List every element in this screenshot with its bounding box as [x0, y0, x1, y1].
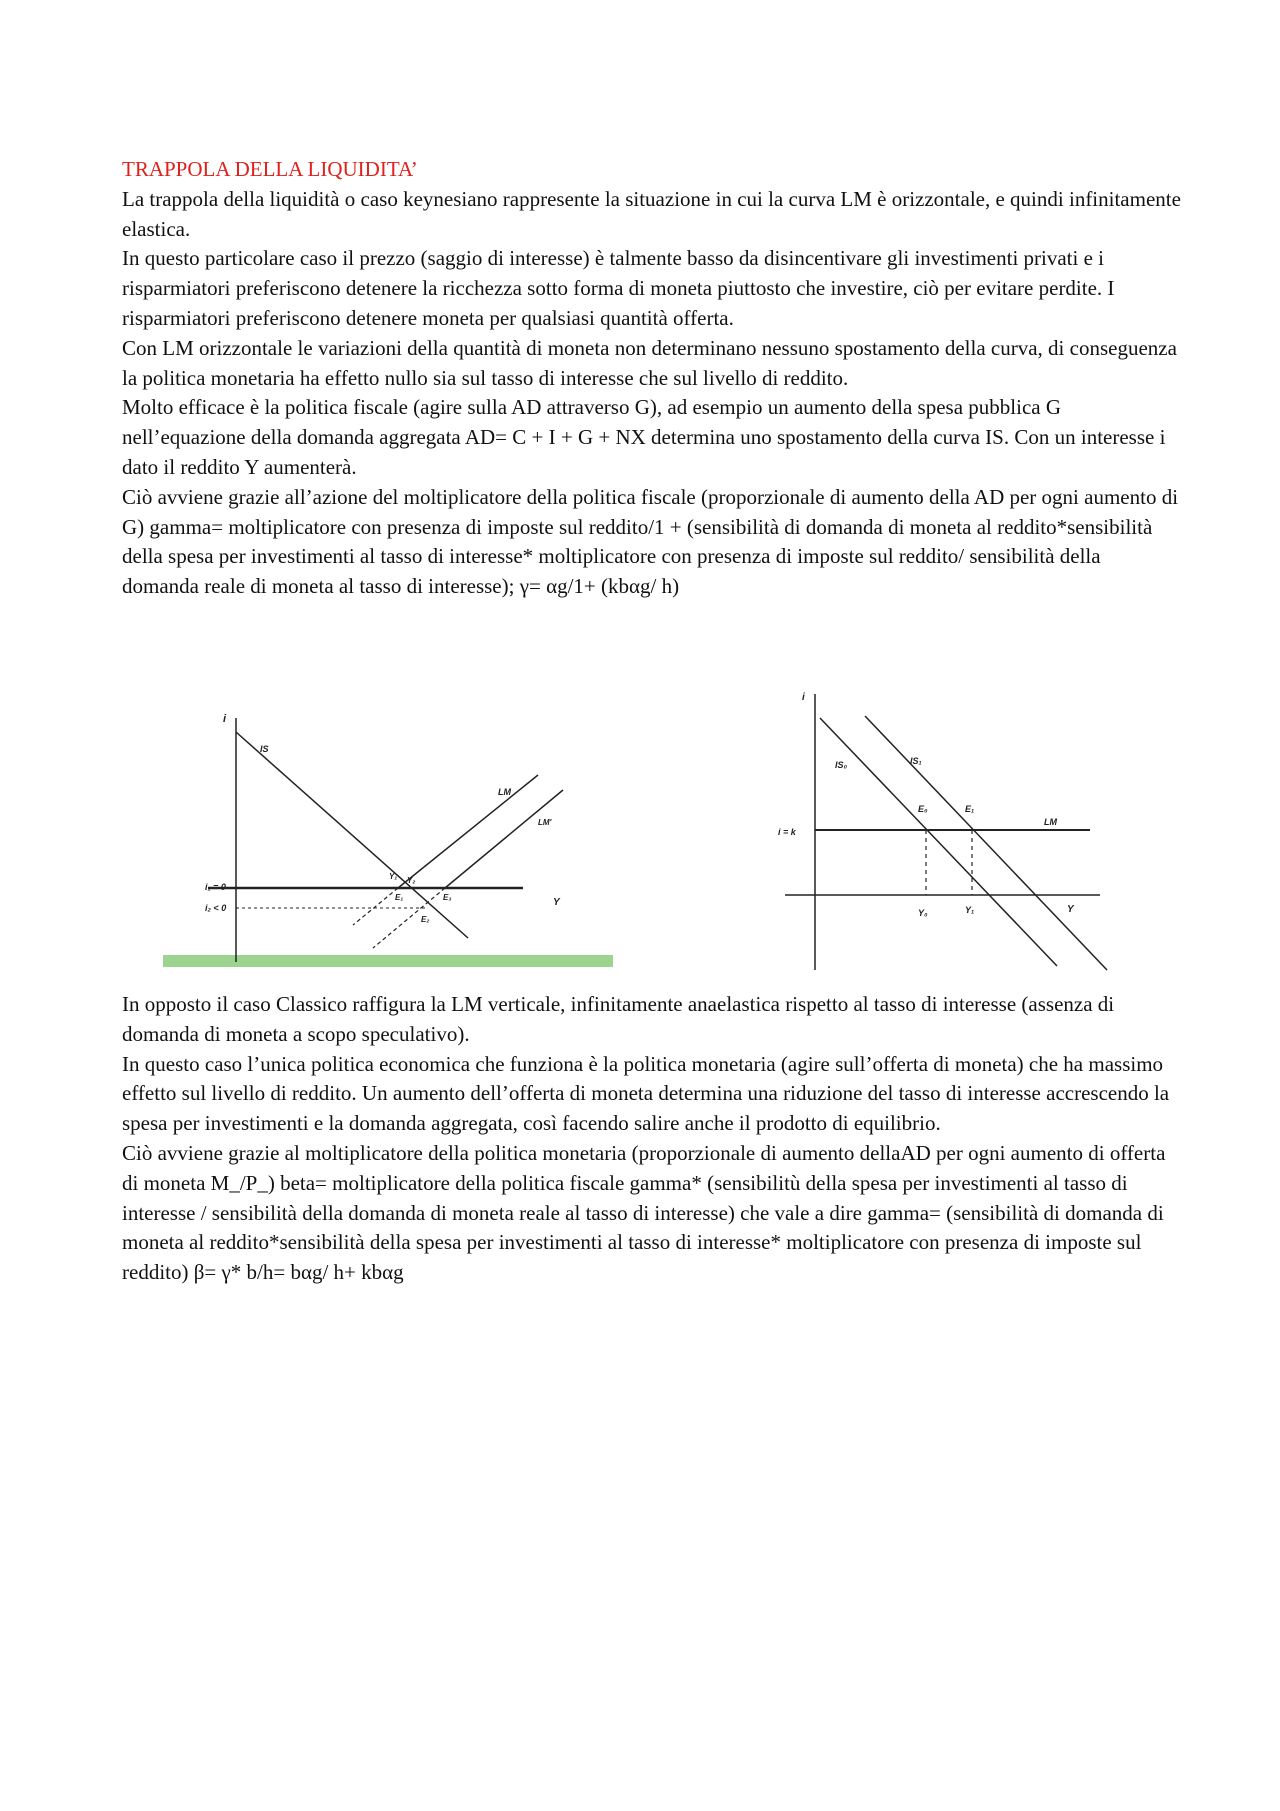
figure-right-svg [775, 688, 1120, 976]
is0-curve [820, 718, 1057, 966]
y2-label: Y₂ [407, 876, 416, 885]
lm-prime-curve [445, 790, 563, 888]
axis-label-i: i [802, 692, 805, 703]
figure-liquidity-trap-negative-rate [163, 700, 613, 970]
y1-label: Y₁ [389, 872, 398, 881]
is1-label: IS₁ [910, 756, 922, 766]
is-label: IS [260, 744, 269, 754]
lm-dashed-extension [353, 888, 398, 925]
ik-label: i = k [778, 827, 796, 837]
document-title: TRAPPOLA DELLA LIQUIDITA’ [122, 157, 418, 181]
e2-label: E₂ [421, 915, 430, 924]
paragraph: Molto efficace è la politica fiscale (agire sulla AD attraverso G), ad esempio un aumento della spesa pubblica G nell’equazione della domanda aggregata AD= C + I + G + NX determina uno spostamento della curva IS. Con un interesse i dato il reddito Y aumenterà. [122, 395, 1166, 479]
i2-label: i₂ < 0 [205, 903, 227, 913]
e1-label: E₁ [395, 893, 404, 902]
lm-prime-dashed-extension [373, 888, 445, 948]
axis-label-y: Y [553, 897, 560, 908]
paragraph: Con LM orizzontale le variazioni della quantità di moneta non determinano nessuno spostamento della curva, di conseguenza la politica monetaria ha effetto nullo sia sul tasso di interesse che sul livello di reddito. [122, 335, 1177, 390]
figure-left-svg [163, 700, 613, 970]
text-block-top [122, 155, 1182, 602]
is0-label: IS₀ [835, 760, 848, 770]
e1-label: E₁ [965, 804, 975, 814]
text-block-bottom [122, 990, 1182, 1288]
axis-label-i: i [223, 713, 227, 725]
e3-label: E₃ [443, 893, 452, 902]
i1-label: i₁ = 0 [205, 882, 226, 892]
lm-curve [398, 775, 538, 888]
e0-label: E₀ [918, 804, 928, 814]
y0-label: Y₀ [918, 908, 928, 918]
green-scan-strip [163, 955, 613, 967]
figure-is-shift-horizontal-lm [775, 688, 1120, 976]
axis-label-y: Y [1067, 904, 1074, 915]
paragraph: Ciò avviene grazie all’azione del moltiplicatore della politica fiscale (proporzionale di aumento della AD per ogni aumento di G) gamma= moltiplicatore con presenza di imposte sul reddito/1 + (sensibilità di domanda di moneta al reddito*sensibilità della spesa per investimenti al tasso di interesse* moltiplicatore con presenza di imposte sul reddito/ sensibilità della domanda reale di moneta al tasso di interesse); γ= αg/1+ (kbαg/ h) [122, 484, 1179, 599]
lm-prime-label: LM' [538, 818, 552, 827]
paragraph: Ciò avviene grazie al moltiplicatore della politica monetaria (proporzionale di aumento dellaAD per ogni aumento di offerta di moneta M_/P_) beta= moltiplicatore della politica fiscale gamma* (sensibilitù della spesa per investimenti al tasso di interesse / sensibilità della domanda di moneta reale al tasso di interesse) che vale a dire gamma= (sensibilità di domanda di moneta al reddito*sensibilità della spesa per investimenti al tasso di interesse* moltiplicatore con presenza di imposte sul reddito) β= γ* b/h= bαg/ h+ kbαg [122, 1140, 1166, 1285]
lm-label: LM [1044, 817, 1057, 827]
paragraph: In questo particolare caso il prezzo (saggio di interesse) è talmente basso da disincentivare gli investimenti privati e i risparmiatori preferiscono detenere la ricchezza sotto forma di moneta piuttosto che investire, ciò per evitare perdite. I risparmiatori preferiscono detenere moneta per qualsiasi quantità offerta. [122, 246, 1115, 330]
is1-curve [865, 716, 1107, 970]
paragraph: In questo caso l’unica politica economica che funziona è la politica monetaria (agire sull’offerta di moneta) che ha massimo effetto sul livello di reddito. Un aumento dell’offerta di moneta determina una riduzione del tasso di interesse accrescendo la spesa per investimenti e la domanda aggregata, così facendo salire anche il prodotto di equilibrio. [122, 1051, 1170, 1136]
is-curve [236, 732, 468, 938]
lm-label: LM [498, 787, 511, 797]
y1-label: Y₁ [965, 905, 975, 915]
paragraph: La trappola della liquidità o caso keynesiano rappresente la situazione in cui la curva LM è orizzontale, e quindi infinitamente elastica. [122, 186, 1181, 241]
paragraph: In opposto il caso Classico raffigura la LM verticale, infinitamente anaelastica rispetto al tasso di interesse (assenza di domanda di moneta a scopo speculativo). [122, 992, 1115, 1046]
